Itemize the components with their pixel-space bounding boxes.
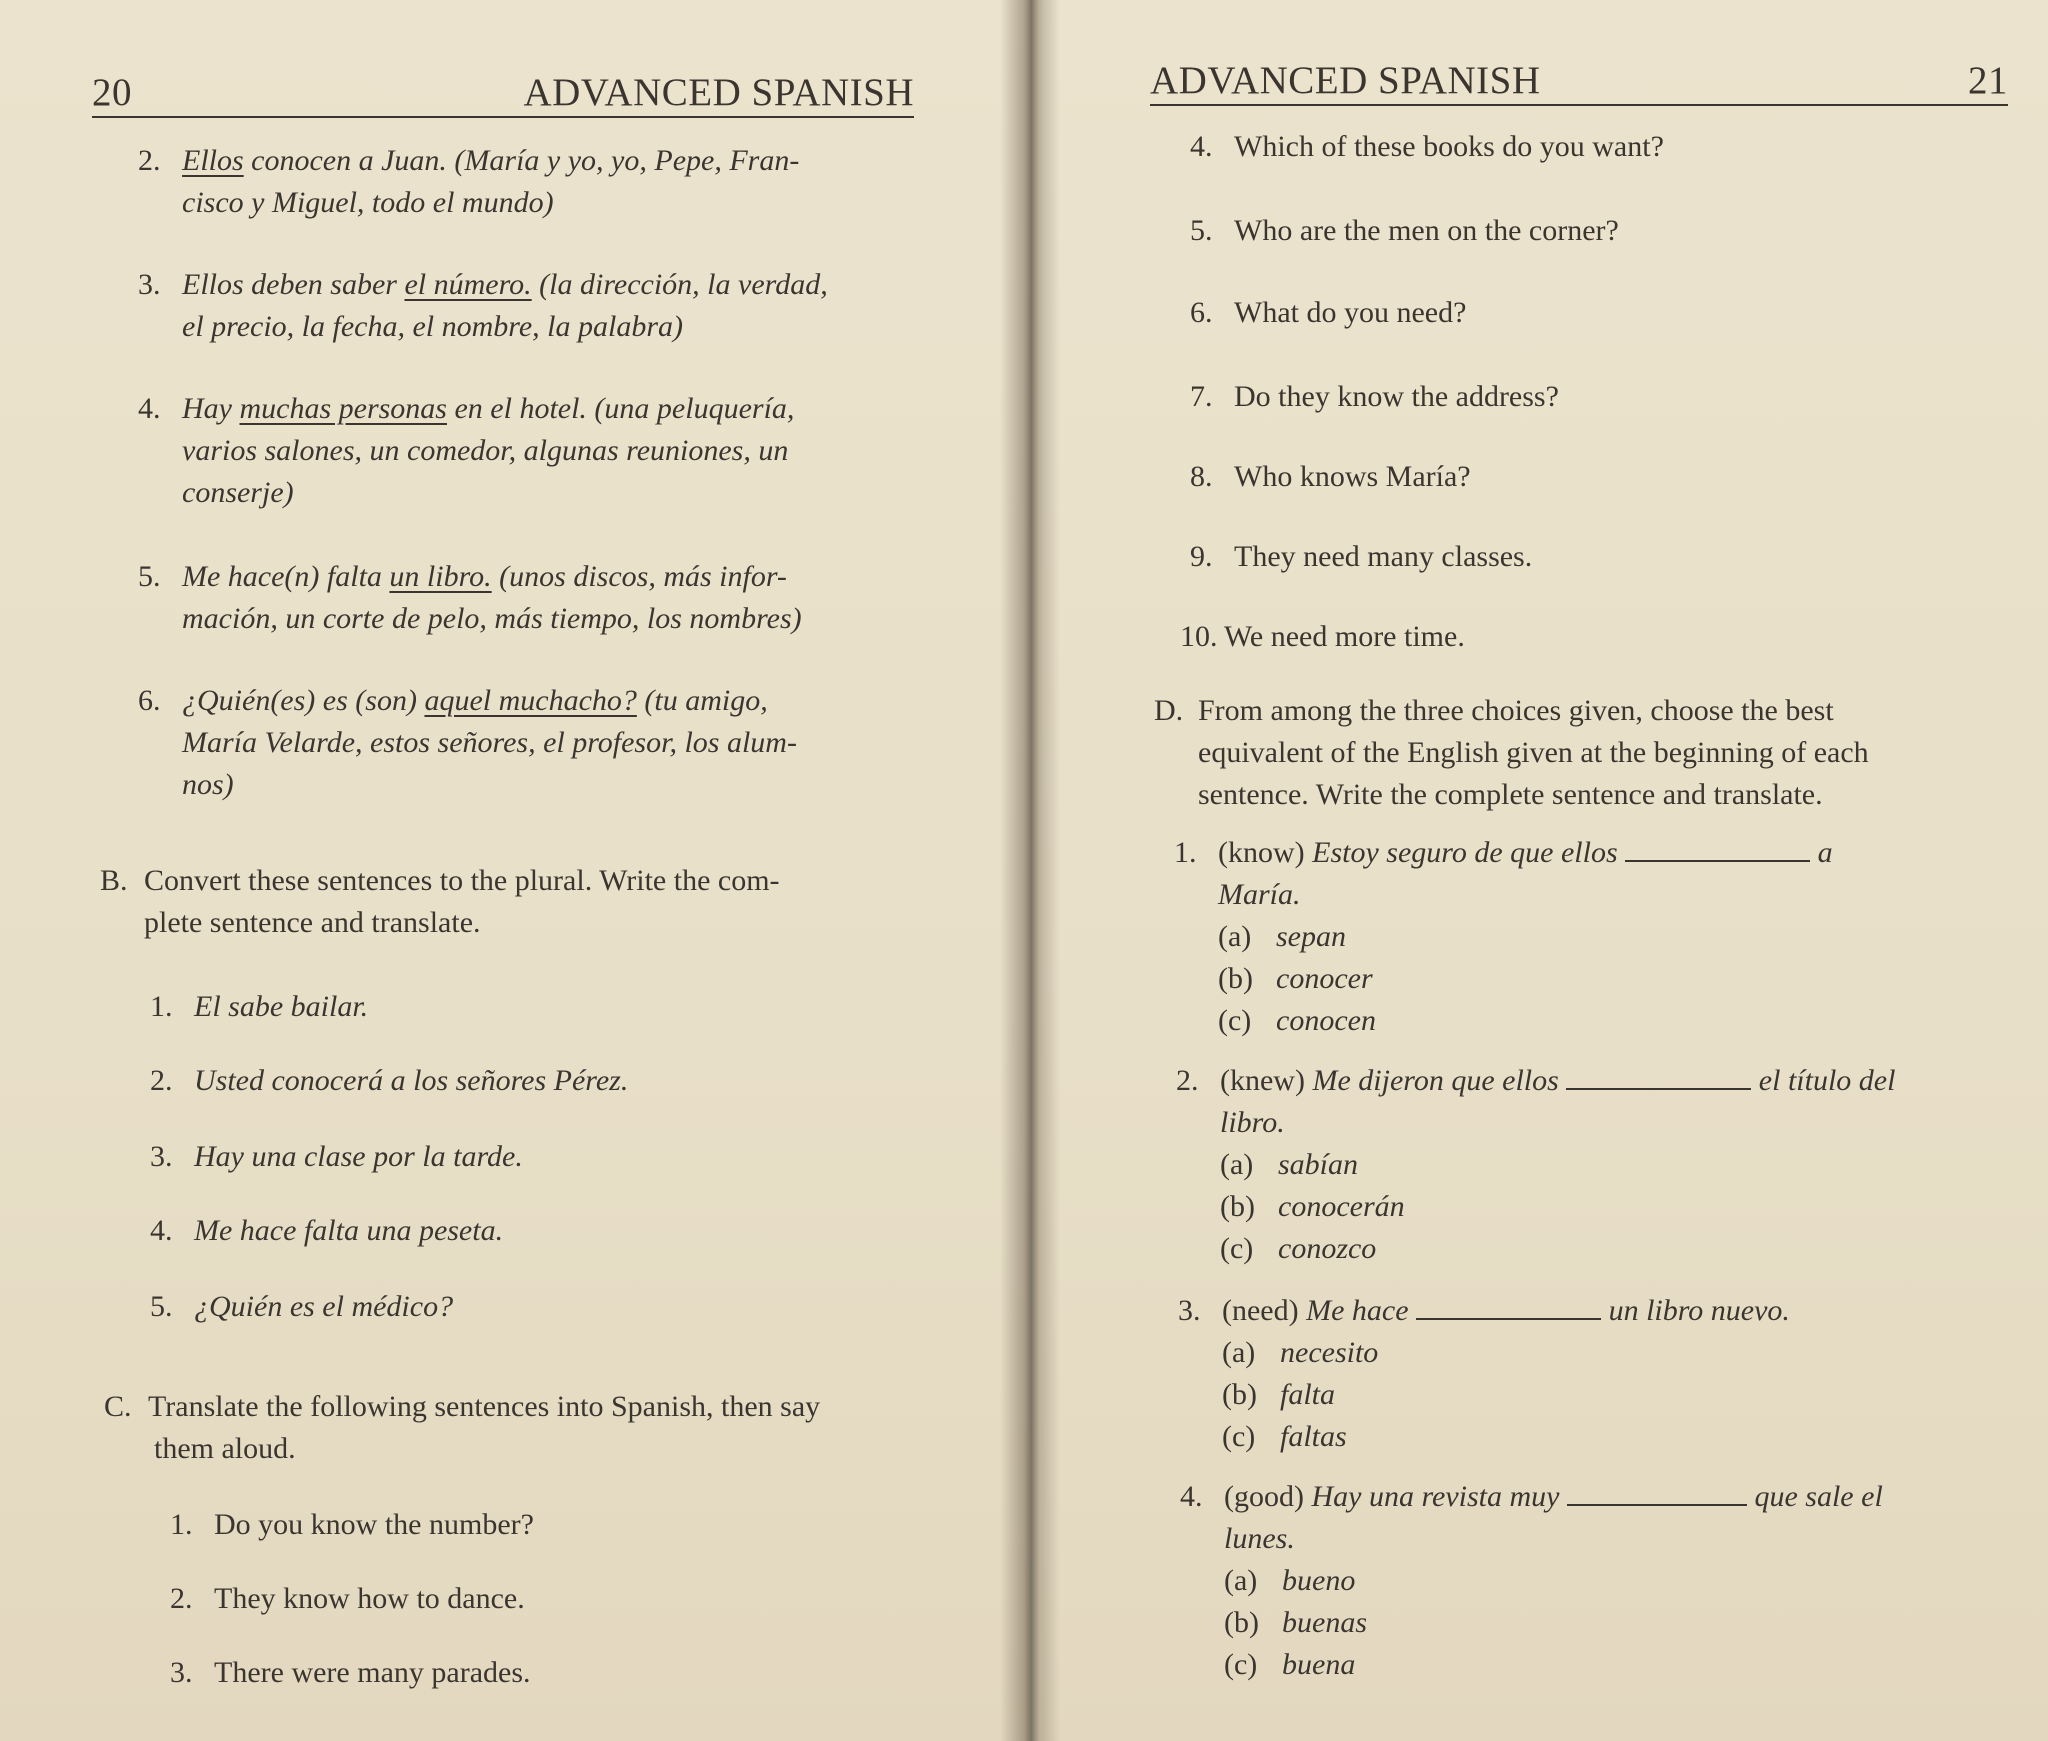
exercise-b-item-1: 1. El sabe bailar.	[150, 990, 369, 1023]
exercise-c-instructions: C. Translate the following sentences into Spanish, then say them aloud.	[104, 1390, 821, 1465]
exercise-c-item-2: 2. They know how to dance.	[170, 1582, 525, 1615]
exercise-d-item-1: 1. (know) Estoy seguro de que ellos a María. (a) sepan (b) conocer (c) conocen	[1174, 836, 1833, 1037]
right-page-header	[1150, 46, 2008, 106]
left-page-header	[92, 58, 914, 118]
exercise-d-item-2: 2. (knew) Me dijeron que ellos el título del libro. (a) sabían (b) conocerán (c) conozco	[1176, 1064, 1896, 1265]
running-head: ADVANCED SPANISH	[523, 71, 914, 114]
right-page	[1042, 0, 2048, 1741]
exercise-b-item-3: 3. Hay una clase por la tarde.	[150, 1140, 523, 1173]
answer-blank	[1567, 1480, 1747, 1506]
page-number: 20	[92, 71, 132, 114]
exercise-b-item-4: 4. Me hace falta una peseta.	[150, 1214, 504, 1247]
exercise-c-item-7: 7. Do they know the address?	[1190, 380, 1559, 413]
exercise-a-item-5: 5. Me hace(n) falta un libro. (unos discos, más infor- mación, un corte de pelo, más tiempo, los nombres)	[138, 560, 802, 635]
exercise-d-instructions: D. From among the three choices given, choose the best equivalent of the English given at the beginning of each sentence. Write the complete sentence and translate.	[1154, 694, 1869, 811]
exercise-a-item-4: 4. Hay muchas personas en el hotel. (una peluquería, varios salones, un comedor, algunas reuniones, un conserje)	[138, 392, 795, 509]
exercise-d-item-3: 3. (need) Me hace un libro nuevo. (a) necesito (b) falta (c) faltas	[1178, 1294, 1790, 1453]
exercise-a-item-2: 2. Ellos conocen a Juan. (María y yo, yo, Pepe, Fran- cisco y Miguel, todo el mundo)	[138, 144, 800, 219]
exercise-a-item-3: 3. Ellos deben saber el número. (la dirección, la verdad, el precio, la fecha, el nombre, la palabra)	[138, 268, 828, 343]
exercise-c-item-5: 5. Who are the men on the corner?	[1190, 214, 1619, 247]
answer-blank	[1416, 1294, 1601, 1320]
exercise-b-instructions: B. Convert these sentences to the plural. Write the com- plete sentence and translate.	[100, 864, 780, 939]
exercise-c-item-9: 9. They need many classes.	[1190, 540, 1533, 573]
exercise-b-item-2: 2. Usted conocerá a los señores Pérez.	[150, 1064, 629, 1097]
answer-blank	[1625, 836, 1810, 862]
exercise-a-item-6: 6. ¿Quién(es) es (son) aquel muchacho? (tu amigo, María Velarde, estos señores, el profesor, los alum- nos)	[138, 684, 797, 801]
exercise-c-item-1: 1. Do you know the number?	[170, 1508, 534, 1541]
exercise-c-item-10: 10. We need more time.	[1180, 620, 1465, 653]
exercise-d-item-4: 4. (good) Hay una revista muy que sale el lunes. (a) bueno (b) buenas (c) buena	[1180, 1480, 1883, 1681]
running-head: ADVANCED SPANISH	[1150, 59, 1541, 102]
exercise-c-item-3: 3. There were many parades.	[170, 1656, 531, 1689]
exercise-b-item-5: 5. ¿Quién es el médico?	[150, 1290, 454, 1323]
book-gutter-shadow	[1000, 0, 1060, 1741]
page-number: 21	[1968, 59, 2008, 102]
exercise-c-item-8: 8. Who knows María?	[1190, 460, 1471, 493]
exercise-c-item-6: 6. What do you need?	[1190, 296, 1467, 329]
answer-blank	[1566, 1064, 1751, 1090]
exercise-c-item-4: 4. Which of these books do you want?	[1190, 130, 1664, 163]
